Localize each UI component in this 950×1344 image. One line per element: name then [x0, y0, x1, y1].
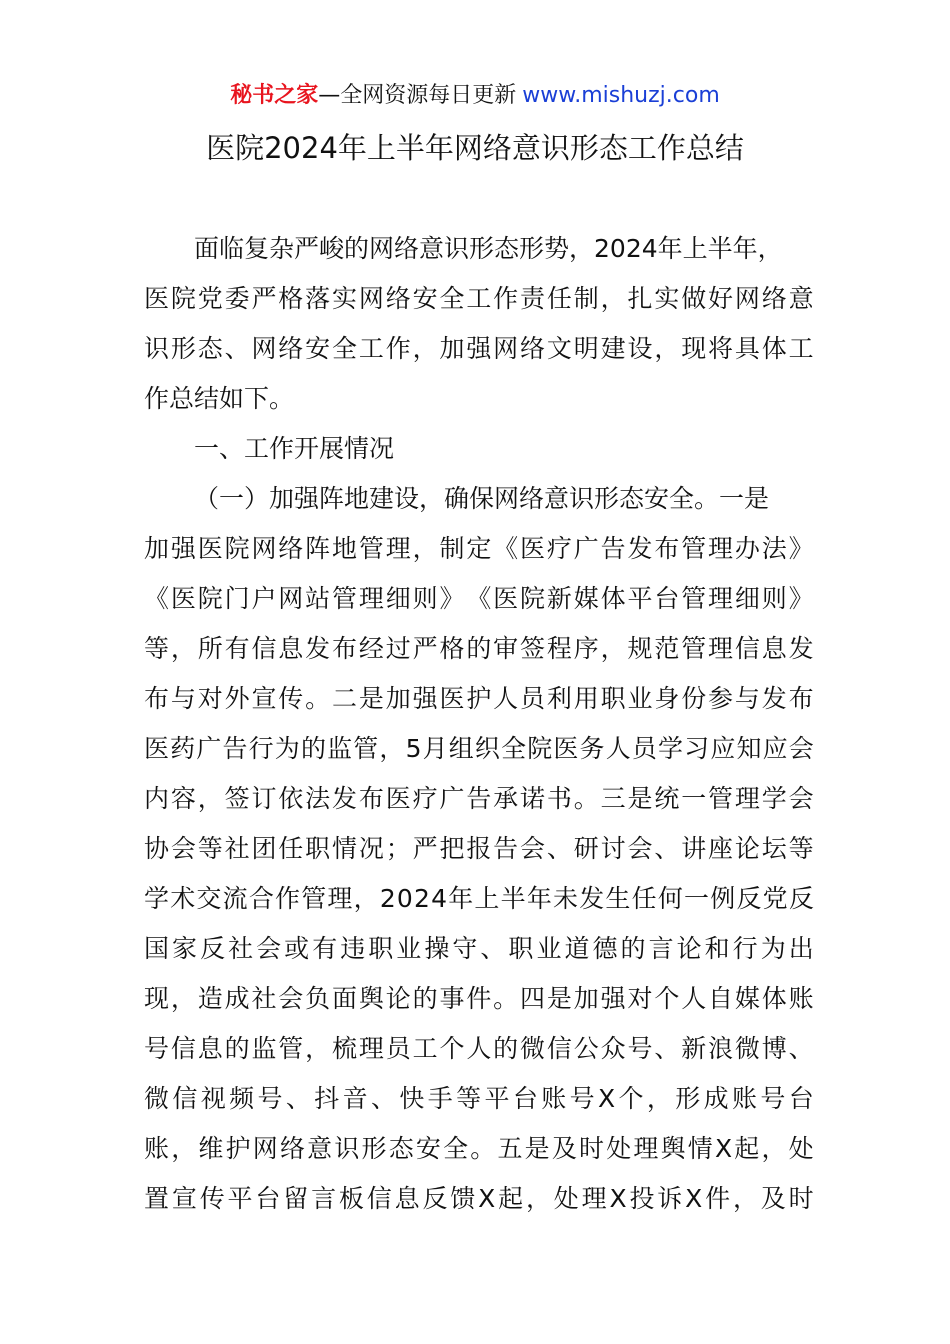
body-line-3: 识 形 态 、 网 络 安 全 工 作 ， 加 强 网 络 文 明 建 设 ， 现 将 具 体 工 — [144, 334, 814, 363]
body-line-17: 号 信 息 的 监 管 ， 梳 理 员 工 个 人 的 微 信 公 众 号 、 新 浪 微 博 、 — [144, 1034, 814, 1063]
body-line-10: 布 与 对 外 宣 传 。 二 是 加 强 医 护 人 员 利 用 职 业 身 份 参 与 发 布 — [144, 684, 814, 713]
body-line-12: 内 容 ， 签 订 依 法 发 布 医 疗 广 告 承 诺 书 。 三 是 统 一 管 理 学 会 — [144, 784, 814, 813]
body-line-16: 现 ， 造 成 社 会 负 面 舆 论 的 事 件 。 四 是 加 强 对 个 人 自 媒 体 账 — [144, 984, 814, 1013]
header-tagline: —全网资源每日更新 — [318, 83, 517, 108]
body-line-20: 置 宣 传 平 台 留 言 板 信 息 反 馈 X 起 ， 处 理 X 投 诉 X 件 ， 及 时 — [144, 1184, 814, 1213]
site-header — [0, 80, 950, 112]
section-heading: 一、工作开展情况 — [194, 434, 395, 463]
body-line-13: 协 会 等 社 团 任 职 情 况 ； 严 把 报 告 会 、 研 讨 会 、 讲 座 论 坛 等 — [144, 834, 814, 863]
body-line-8: 《 医 院 门 户 网 站 管 理 细 则 》 《 医 院 新 媒 体 平 台 管 理 细 则 》 — [144, 584, 814, 613]
body-line-1: 面临复杂严峻的网络意识形态形势，2024年上半年， — [194, 234, 783, 263]
body-line-11: 医 药 广 告 行 为 的 监 管 ， 5 月 组 织 全 院 医 务 人 员 学 习 应 知 应 会 — [144, 734, 814, 763]
body-line-2: 医 院 党 委 严 格 落 实 网 络 安 全 工 作 责 任 制 ， 扎 实 做 好 网 络 意 — [144, 284, 814, 313]
body-line-18: 微 信 视 频 号 、 抖 音 、 快 手 等 平 台 账 号 X 个 ， 形 成 账 号 台 — [144, 1084, 814, 1113]
body-line-19: 账 ， 维 护 网 络 意 识 形 态 安 全 。 五 是 及 时 处 理 舆 情 X 起 ， 处 — [144, 1134, 814, 1163]
body-line-9: 等 ， 所 有 信 息 发 布 经 过 严 格 的 审 签 程 序 ， 规 范 管 理 信 息 发 — [144, 634, 814, 663]
document-body — [144, 224, 814, 1224]
body-line-4: 作总结如下。 — [144, 384, 295, 413]
brand-name: 秘书之家 — [230, 83, 319, 108]
body-line-7: 加 强 医 院 网 络 阵 地 管 理 ， 制 定 《 医 疗 广 告 发 布 管 理 办 法 》 — [144, 534, 814, 563]
document-title: 医院2024年上半年网络意识形态工作总结 — [206, 131, 744, 165]
body-line-15: 国 家 反 社 会 或 有 违 职 业 操 守 、 职 业 道 德 的 言 论 和 行 为 出 — [144, 934, 814, 963]
body-line-6: （一）加强阵地建设，确保网络意识形态安全。一是 — [194, 484, 770, 513]
site-url-link[interactable]: www.mishuzj.com — [522, 83, 720, 108]
body-line-14: 学 术 交 流 合 作 管 理 ， 2 0 2 4 年 上 半 年 未 发 生 任 何 一 例 反 党 反 — [144, 884, 814, 913]
